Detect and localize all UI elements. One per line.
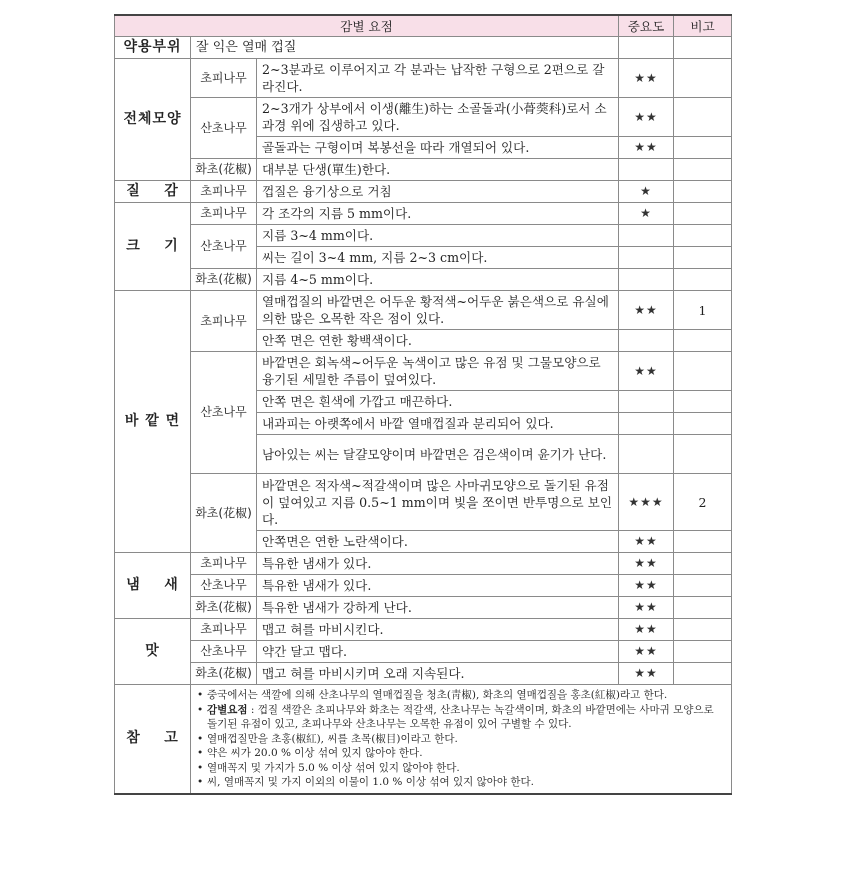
table-row [115,352,732,391]
table-row [115,619,732,641]
species-label: 초피나무 [191,619,257,641]
importance-stars: ★★ [619,553,674,575]
description: 2~3분과로 이루어지고 각 분과는 납작한 구형으로 2편으로 갈라진다. [257,59,619,98]
header-criteria: 감별 요점 [115,15,619,37]
remark [674,619,732,641]
importance-stars: ★★ [619,59,674,98]
note-item: • 열매꼭지 및 가지가 5.0 % 이상 섞여 있지 않아야 한다. [197,761,725,776]
importance-stars: ★★ [619,531,674,553]
note-text: : 껍질 색깔은 초피나무와 화초는 적갈색, 산초나무는 녹갈색이며, 화초의 바깥면에는 사마귀 모양으로 돌기된 유점이 있고, 초피나무와 산초나무는 오목한 유점이 있어 구별할 수 있다. [207,703,714,730]
importance-stars: ★★ [619,137,674,159]
category-label: 약용부위 [115,37,191,59]
description: 특유한 냄새가 강하게 난다. [257,597,619,619]
note-item: • 열매껍질만을 초홍(椒紅), 씨를 초목(椒目)이라고 한다. [197,732,725,747]
table-row [115,159,732,181]
remark [674,597,732,619]
species-label: 초피나무 [191,203,257,225]
species-label: 초피나무 [191,553,257,575]
importance-stars: ★★ [619,98,674,137]
importance-stars [619,269,674,291]
table-row [115,37,732,59]
remark: 1 [674,291,732,330]
category-label: 맛 [115,619,191,685]
remark: 2 [674,474,732,531]
description: 열매껍질의 바깥면은 어두운 황적색~어두운 붉은색으로 유실에 의한 많은 오목한 작은 점이 있다. [257,291,619,330]
remark [674,663,732,685]
note-key: 감별요점 [207,703,248,716]
table-header-row [115,15,732,37]
category-label: 참 고 [115,685,191,794]
table-row [115,225,732,247]
description: 맵고 혀를 마비시킨다. [257,619,619,641]
description: 남아있는 씨는 달걀모양이며 바깥면은 검은색이며 윤기가 난다. [257,435,619,474]
remark [674,225,732,247]
remark [674,435,732,474]
header-importance: 중요도 [619,15,674,37]
species-label: 산초나무 [191,575,257,597]
description: 골돌과는 구형이며 복봉선을 따라 개열되어 있다. [257,137,619,159]
table-row [115,269,732,291]
description: 바깥면은 적자색~적갈색이며 많은 사마귀모양으로 돌기된 유점이 덮여있고 지름 0.5~1 mm이며 빛을 쪼이면 반투명으로 보인다. [257,474,619,531]
part-used-value: 잘 익은 열매 껍질 [191,37,619,59]
description: 각 조각의 지름 5 mm이다. [257,203,619,225]
remark [674,181,732,203]
table-row [115,291,732,330]
table-row [115,59,732,98]
species-label: 산초나무 [191,352,257,474]
remark [674,413,732,435]
importance-stars: ★ [619,203,674,225]
importance-stars: ★★★ [619,474,674,531]
note-item: • 약은 씨가 20.0 % 이상 섞여 있지 않아야 한다. [197,746,725,761]
importance-stars: ★ [619,181,674,203]
table-row [115,474,732,531]
table-row [115,181,732,203]
description: 특유한 냄새가 있다. [257,575,619,597]
category-label: 바 깥 면 [115,291,191,553]
remark [674,391,732,413]
species-label: 산초나무 [191,98,257,159]
description: 바깥면은 회녹색~어두운 녹색이고 많은 유점 및 그물모양으로 융기된 세밀한 주름이 덮여있다. [257,352,619,391]
header-remarks: 비고 [674,15,732,37]
remark [674,531,732,553]
table-row [115,597,732,619]
species-label: 화초(花椒) [191,663,257,685]
importance-stars [619,247,674,269]
remark [674,203,732,225]
remark [674,641,732,663]
category-label: 질 감 [115,181,191,203]
description: 약간 달고 맵다. [257,641,619,663]
importance-stars: ★★ [619,641,674,663]
species-label: 초피나무 [191,59,257,98]
remark [674,59,732,98]
importance-stars [619,435,674,474]
category-label: 크 기 [115,203,191,291]
identification-table [114,14,732,795]
importance-stars [619,159,674,181]
description: 맵고 혀를 마비시키며 오래 지속된다. [257,663,619,685]
description: 특유한 냄새가 있다. [257,553,619,575]
table-row [115,203,732,225]
importance-stars [619,330,674,352]
table-row [115,641,732,663]
description: 대부분 단생(單生)한다. [257,159,619,181]
importance-stars: ★★ [619,619,674,641]
description: 안쪽 면은 흰색에 가깝고 매끈하다. [257,391,619,413]
importance-stars: ★★ [619,291,674,330]
remark [674,137,732,159]
importance-stars [619,225,674,247]
reference-notes [191,685,732,794]
species-label: 초피나무 [191,181,257,203]
remark [674,330,732,352]
description: 지름 3~4 mm이다. [257,225,619,247]
importance-stars: ★★ [619,597,674,619]
note-item: • 중국에서는 색깔에 의해 산초나무의 열매껍질을 청초(靑椒), 화초의 열매껍질을 홍초(紅椒)라고 한다. [197,688,725,703]
table-row [115,575,732,597]
species-label: 화초(花椒) [191,474,257,553]
note-item: • 씨, 열매꼭지 및 가지 이외의 이물이 1.0 % 이상 섞여 있지 않아야 한다. [197,775,725,790]
importance-stars [619,413,674,435]
remark [674,352,732,391]
description: 지름 4~5 mm이다. [257,269,619,291]
remark [674,575,732,597]
importance-stars: ★★ [619,352,674,391]
species-label: 산초나무 [191,641,257,663]
table-row [115,98,732,137]
remark [674,553,732,575]
description: 내과피는 아랫쪽에서 바깥 열매껍질과 분리되어 있다. [257,413,619,435]
notes-list [197,688,725,790]
note-item [197,703,725,732]
remark [674,159,732,181]
species-label: 화초(花椒) [191,159,257,181]
description: 안쪽 면은 연한 황백색이다. [257,330,619,352]
table-row [115,663,732,685]
description: 안쪽면은 연한 노란색이다. [257,531,619,553]
remark [674,98,732,137]
species-label: 화초(花椒) [191,597,257,619]
description: 껍질은 융기상으로 거침 [257,181,619,203]
species-label: 화초(花椒) [191,269,257,291]
remark [674,247,732,269]
table-row [115,685,732,794]
remark [674,269,732,291]
description: 2~3개가 상부에서 이생(離生)하는 소골돌과(小蓇葖科)로서 소과경 위에 집생하고 있다. [257,98,619,137]
species-label: 초피나무 [191,291,257,352]
importance-stars [619,391,674,413]
category-label: 냄 새 [115,553,191,619]
importance-stars: ★★ [619,575,674,597]
category-label: 전체모양 [115,59,191,181]
species-label: 산초나무 [191,225,257,269]
description: 씨는 길이 3~4 mm, 지름 2~3 cm이다. [257,247,619,269]
table-row [115,553,732,575]
importance-stars: ★★ [619,663,674,685]
